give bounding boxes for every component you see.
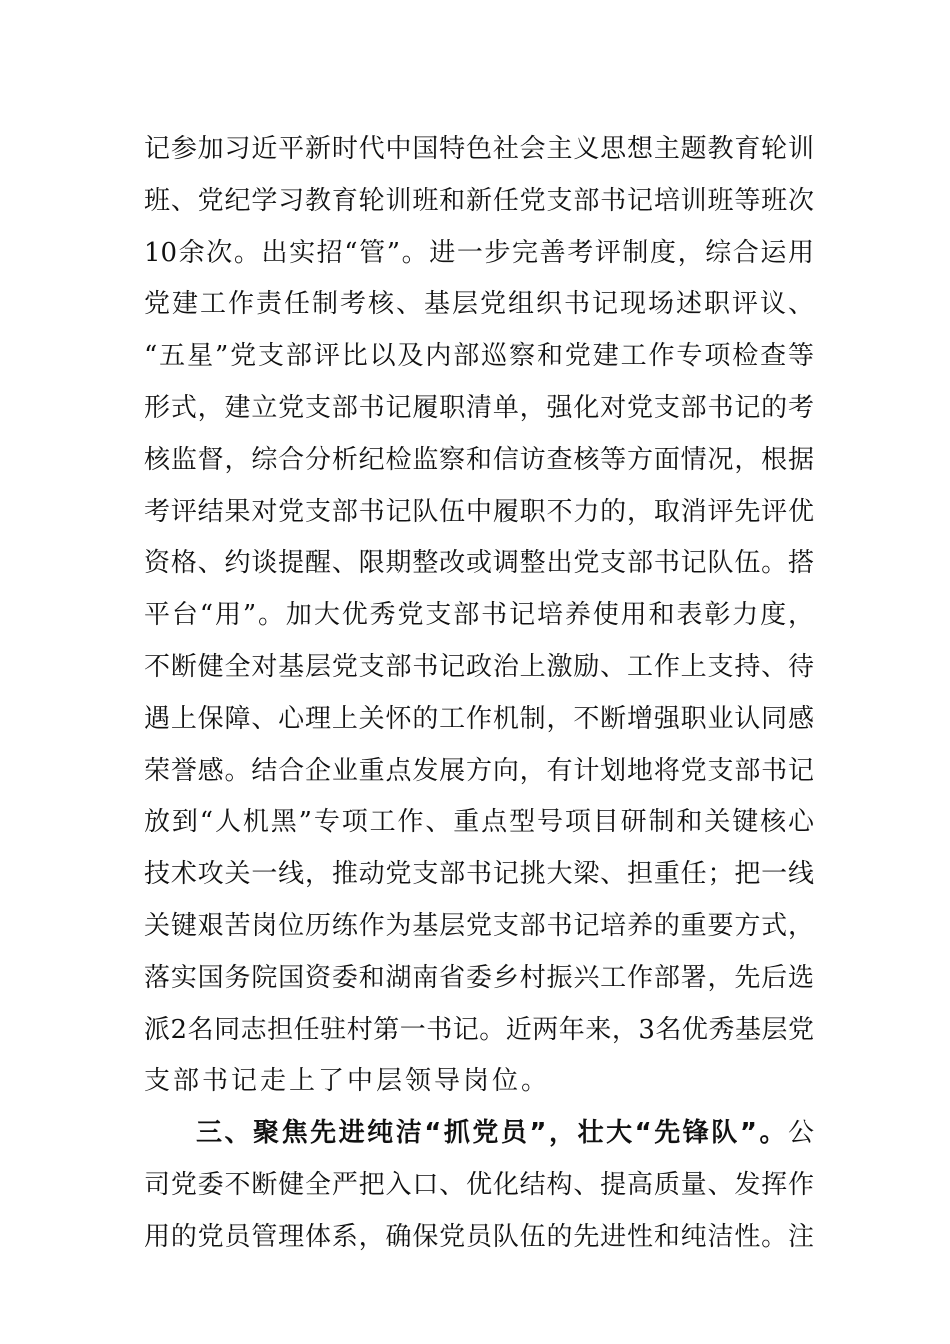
text-line: 不断健全对基层党支部书记政治上激励、工作上支持、待	[144, 651, 814, 682]
text-line: 形式，建立党支部书记履职清单，强化对党支部书记的考	[144, 392, 814, 423]
text-line: 落实国务院国资委和湖南省委乡村振兴工作部署，先后选	[144, 962, 814, 993]
text-line: 司党委不断健全严把入口、优化结构、提高质量、发挥作	[144, 1169, 814, 1200]
document-body	[144, 124, 814, 1264]
text-line: “五星”党支部评比以及内部巡察和党建工作专项检查等	[144, 341, 814, 372]
text-line: 平台“用”。加大优秀党支部书记培养使用和表彰力度，	[144, 600, 814, 631]
text-line: 荣誉感。结合企业重点发展方向，有计划地将党支部书记	[144, 755, 814, 786]
text-line: 10余次。出实招“管”。进一步完善考评制度，综合运用	[144, 237, 814, 268]
text-line: 用的党员管理体系，确保党员队伍的先进性和纯洁性。注	[144, 1221, 814, 1252]
text-line: 派2名同志担任驻村第一书记。近两年来，3名优秀基层党	[144, 1014, 814, 1045]
text-line: 资格、约谈提醒、限期整改或调整出党支部书记队伍。搭	[144, 548, 814, 579]
text-line: 关键艰苦岗位历练作为基层党支部书记培养的重要方式，	[144, 910, 814, 941]
text-line: 记参加习近平新时代中国特色社会主义思想主题教育轮训	[144, 134, 814, 164]
text-line: 考评结果对党支部书记队伍中履职不力的，取消评先评优	[144, 496, 814, 527]
text-line: 遇上保障、心理上关怀的工作机制，不断增强职业认同感	[144, 703, 814, 734]
text-line: 放到“人机黑”专项工作、重点型号项目研制和关键核心	[144, 807, 814, 838]
section-heading: 三、聚焦先进纯洁“抓党员”，壮大“先锋队”。	[196, 1118, 788, 1149]
section-heading-line	[144, 1108, 814, 1160]
section-heading-tail: 公	[787, 1118, 814, 1149]
text-line: 核监督，综合分析纪检监察和信访查核等方面情况，根据	[144, 444, 814, 475]
paragraph-last-line: 支部书记走上了中层领导岗位。	[144, 1066, 551, 1097]
text-line: 班、党纪学习教育轮训班和新任党支部书记培训班等班次	[144, 185, 814, 216]
text-line: 技术攻关一线，推动党支部书记挑大梁、担重任；把一线	[144, 859, 814, 890]
text-line: 党建工作责任制考核、基层党组织书记现场述职评议、	[144, 289, 814, 320]
